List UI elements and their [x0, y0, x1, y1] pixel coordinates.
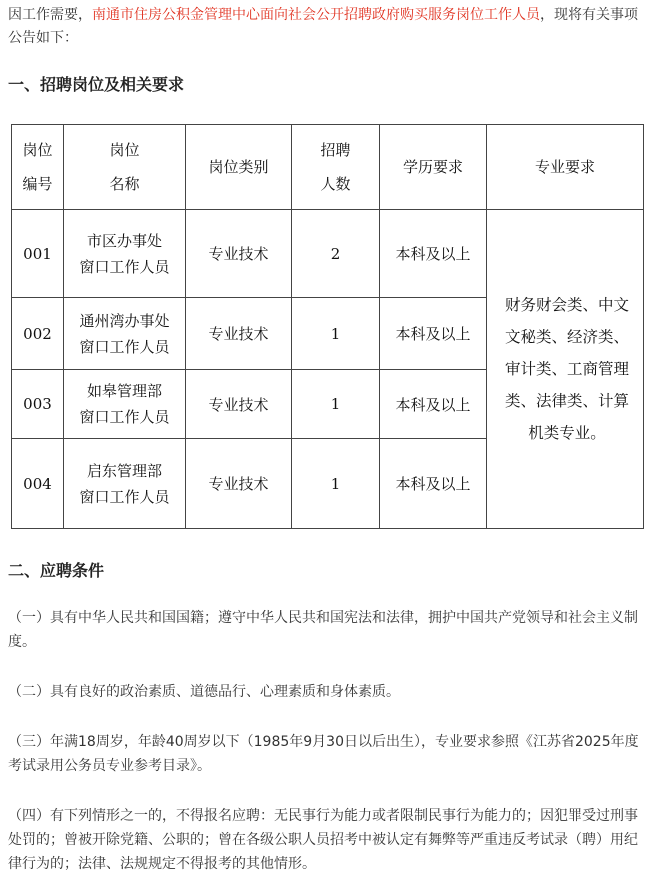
condition-1: （一）具有中华人民共和国国籍；遵守中华人民共和国宪法和法律，拥护中国共产党领导和社会主义制度。: [8, 610, 638, 650]
header-major: 专业要求: [487, 125, 644, 210]
section-title-conditions: 二、应聘条件: [8, 561, 105, 580]
row-name: 启东管理部 窗口工作人员: [64, 439, 186, 529]
section-title-positions: 一、招聘岗位及相关要求: [8, 75, 185, 94]
row-code: 004: [12, 439, 64, 529]
header-education: 学历要求: [380, 125, 487, 210]
row-code: 001: [12, 210, 64, 298]
row-count: 2: [292, 210, 380, 298]
table-header-row: [12, 125, 644, 210]
row-count: 1: [292, 298, 380, 370]
row-education: 本科及以上: [380, 439, 487, 529]
row-education: 本科及以上: [380, 298, 487, 370]
row-name: 通州湾办事处 窗口工作人员: [64, 298, 186, 370]
row-category: 专业技术: [186, 439, 292, 529]
row-code: 002: [12, 298, 64, 370]
row-name: 如皋管理部 窗口工作人员: [64, 370, 186, 439]
header-name: 岗位 名称: [64, 125, 186, 210]
row-education: 本科及以上: [380, 370, 487, 439]
row-category: 专业技术: [186, 210, 292, 298]
intro-prefix: 因工作需要，: [8, 7, 92, 23]
table-row: [12, 210, 644, 298]
condition-2: （二）具有良好的政治素质、道德品行、心理素质和身体素质。: [8, 684, 400, 700]
row-education: 本科及以上: [380, 210, 487, 298]
row-category: 专业技术: [186, 370, 292, 439]
row-count: 1: [292, 439, 380, 529]
header-code: 岗位 编号: [12, 125, 64, 210]
condition-3: （三）年满18周岁，年龄40周岁以下（1985年9月30日以后出生），专业要求参照《江苏省2025年度考试录用公务员专业参考目录》。: [8, 734, 639, 774]
condition-4: （四）有下列情形之一的，不得报名应聘：无民事行为能力或者限制民事行为能力的；因犯罪受过刑事处罚的；曾被开除党籍、公职的；曾在各级公职人员招考中被认定有舞弊等严重违反考试录（聘）用纪律行为的；法律、法规规定不得报考的其他情形。: [8, 808, 638, 872]
header-category: 岗位类别: [186, 125, 292, 210]
row-name: 市区办事处 窗口工作人员: [64, 210, 186, 298]
positions-table: [11, 124, 644, 529]
row-count: 1: [292, 370, 380, 439]
intro-paragraph: [8, 4, 648, 50]
intro-highlight: 南通市住房公积金管理中心面向社会公开招聘政府购买服务岗位工作人员: [92, 7, 540, 23]
intro-suffix: ，现将有关事项公告如下：: [8, 7, 638, 46]
major-requirements: 财务财会类、中文 文秘类、经济类、 审计类、工商管理 类、法律类、计算 机类专业。: [487, 210, 644, 529]
row-category: 专业技术: [186, 298, 292, 370]
header-count: 招聘 人数: [292, 125, 380, 210]
row-code: 003: [12, 370, 64, 439]
